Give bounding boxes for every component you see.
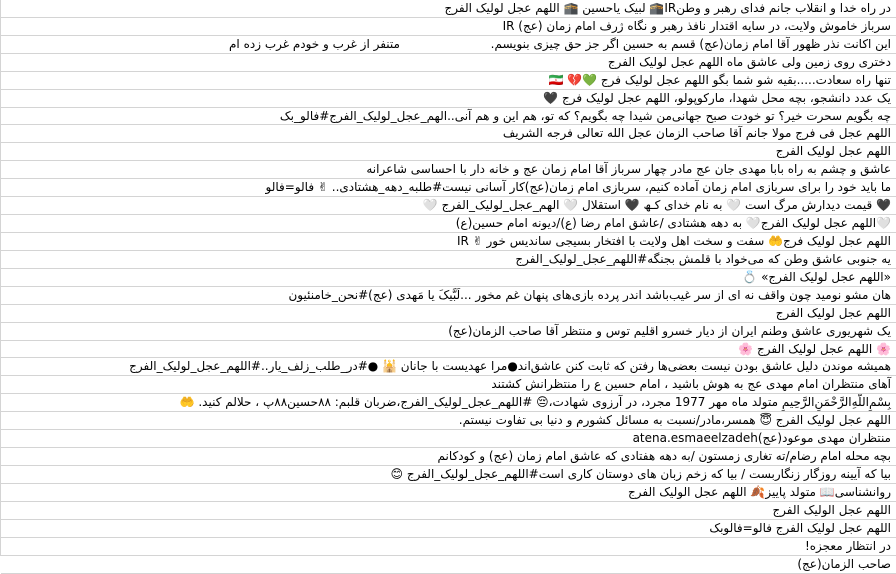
cell-text: هان مشو نومید چون واقف نه ای از سر غیب‌باشد اندر پرده بازی‌های پنهان غم مخور ...لَبَّیکَ یا مَهدی (عج)#نحن_خامنئیون [288, 287, 891, 302]
table-row[interactable] [1, 538, 896, 556]
table-row[interactable] [1, 430, 896, 448]
table-row[interactable] [1, 54, 896, 72]
table-row[interactable] [1, 36, 896, 54]
cell-text: اللهم عجل لولیک فرج🤲 سفت و سخت اهل ولایت با افتخار بسیجی ساندیس خور ✌ IR [456, 233, 891, 248]
table-row[interactable] [1, 72, 896, 90]
table-row[interactable] [1, 90, 896, 108]
table-row[interactable] [1, 143, 896, 161]
table-row[interactable] [1, 215, 896, 233]
table-row[interactable] [1, 484, 896, 502]
table-row[interactable] [1, 412, 896, 430]
cell-text: در انتظار معجزه! [804, 538, 891, 553]
cell-text: ما باید خود را برای سربازی امام زمان آماده کنیم، سربازی امام زمان(عج)کار آسانی نیست#طلبه_دهه_هشتادی.. ✌ فالو=فالو [265, 180, 891, 195]
cell-text: بچه محله امام رضام/ته تغاری زمستون /به دهه هفتادی که عاشق امام زمان (عج) و کودکانم [437, 449, 891, 464]
cell-text: 🌸 اللهم عجل لولیک الفرج 🌸 [738, 341, 891, 356]
cell-text: صاحب الزمان(عج) [797, 556, 891, 571]
cell-text: در راه خدا و انقلاب جانم فدای رهبر و وطنIR🕋 لبیک یاحسین 🕋 اللهم عجل لولیک الفرج [444, 1, 891, 15]
table-row[interactable] [1, 556, 896, 574]
table-row[interactable] [1, 197, 896, 215]
cell-text: یک شهریوری عاشق وطنم ایران از دیار خسرو اقلیم توس و منتظر آقا صاحب الزمان(عج) [448, 323, 891, 338]
cell-text: بیا که آیینه روزگار زنگاربست / بیا که زخم زبان های دوستان کاری است#اللهم_عجل_لولیک_الفرج 😊 [390, 466, 891, 481]
cell-text: روانشناسی📖 متولد پاییز🍂 اللهم عجل الولیک الفرج [628, 484, 891, 499]
table-row[interactable] [1, 251, 896, 269]
table-row[interactable] [1, 341, 896, 359]
table-row[interactable] [1, 323, 896, 341]
table-row[interactable] [1, 161, 896, 179]
table-row[interactable] [1, 179, 896, 197]
cell-text: آهای منتظران امام مهدی عج به هوش باشید ، امام حسین ع را منتظرانش کشتند [491, 377, 891, 392]
cell-text: اللهم عجل الولیک الفرج [772, 502, 891, 517]
table-row[interactable] [1, 448, 896, 466]
table-row[interactable] [1, 269, 896, 287]
table-row[interactable] [1, 108, 896, 126]
table-row[interactable] [1, 376, 896, 394]
cell-text: همیشه موندن دلیل عاشق بودن نیست بعضی‌ها رفتن که ثابت کنن عاشق‌اند●مرا عهدیست با جانان 🕌 ●#در_طلب_زلف_یار..#اللهم_عجل_لولیک_الفرج [129, 359, 891, 374]
table-row[interactable] [1, 233, 896, 251]
table-row[interactable] [1, 125, 896, 143]
cell-text: دختری روی زمین ولی عاشق ماه اللهم عجل لولیک الفرج [607, 54, 891, 69]
table-row[interactable] [1, 0, 896, 18]
cell-text: اللهم عجل فی فرج مولا جانم آقا صاحب الزمان عجل الله تعالی فرجه الشریف [502, 126, 891, 141]
cell-text: اللهم عجل لولیک الفرج 😇 همسر،مادر/نسبت به مسائل کشورم و دنیا بی تفاوت نیستم. [458, 413, 891, 428]
cell-text: یک عدد دانشجو، بچه محل شهدا، مارکوپولو، اللهم عجل لولیک فرج 🖤 [543, 90, 891, 105]
cell-text: اللهم عجل لولیک الفرج [775, 305, 891, 320]
cell-text: اللهم عجل لولیک الفرج [775, 144, 891, 159]
table-row[interactable] [1, 394, 896, 412]
cell-text: «اللهم عجل لولیک الفرج» 💍 [742, 269, 891, 284]
table-row[interactable] [1, 287, 896, 305]
cell-text: تنها راه سعادت.....بقیه شو شما بگو اللهم عجل لولیک فرج 💚💔 🇮🇷 [548, 72, 891, 87]
cell-text: عاشق و چشم به راه بابا مهدی جان عج مادر چهار سرباز آقا امام زمان عج و خانه دار با احساسی شاعرانه [366, 162, 891, 177]
table-row[interactable] [1, 358, 896, 376]
cell-extra-text: متنفر از غرب و خودم غرب زده ام [229, 36, 400, 51]
cell-text: منتظران مهدی موعود(عج)atena.esmaeelzadeh [632, 431, 891, 446]
cell-text: 🖤 قیمت دیدارش مرگ است 🤍 به نام خدای کـﮫ 🖤 استقلال 🤍 الهم_عجل_لولیک_الفرج 🤍 [422, 198, 891, 213]
table-row[interactable] [1, 502, 896, 520]
cell-text: اللهم عجل لولیک الفرج فالو=فالوبک [709, 520, 891, 535]
cell-text: چه بگویم سحرت خیر؟ تو خودت صبح جهانی‌من شیدا چه بگویم؟ که تو، هم این و هم آنی..الهم_عجل_لولیک_الفرج#فالو_بک [279, 108, 891, 123]
table-row[interactable] [1, 520, 896, 538]
cell-text: 🤍اللهم عجل لولیک الفرج🤍 به دهه هشتادی /عاشق امام رضا (ع)/دیونه امام حسین(ع) [455, 216, 891, 231]
cell-text: سرباز خاموش ولایت، در سایه اقتدار نافذ رهبر و نگاه ژرف امام زمان (عج) IR [502, 18, 891, 33]
table-row[interactable] [1, 466, 896, 484]
table-row[interactable] [1, 305, 896, 323]
cell-text: بِسْمِ‌اللَّهِ‌الرَّحْمَنِ‌الرَّحِیمِ متولد ماه مهر 1977 مجرد، در آرزوی شهادت،😔 #اللهم_عجل_لولیک_الفرج،ضربان قلبم: ۸۸حسین۸۸پ ، حلالم کنید. 🤲 [179, 395, 891, 410]
cell-text: یه جنوبی عاشق وطن که می‌خواد با قلمش بجنگه#اللهم_عجل_لولیک_الفرج [515, 251, 891, 266]
table-row[interactable] [1, 18, 896, 36]
cell-text: این اکانت نذر ظهور آقا امام زمان(عج) قسم به حسین اگر جز حق چیزی بنویسم. [490, 36, 891, 51]
